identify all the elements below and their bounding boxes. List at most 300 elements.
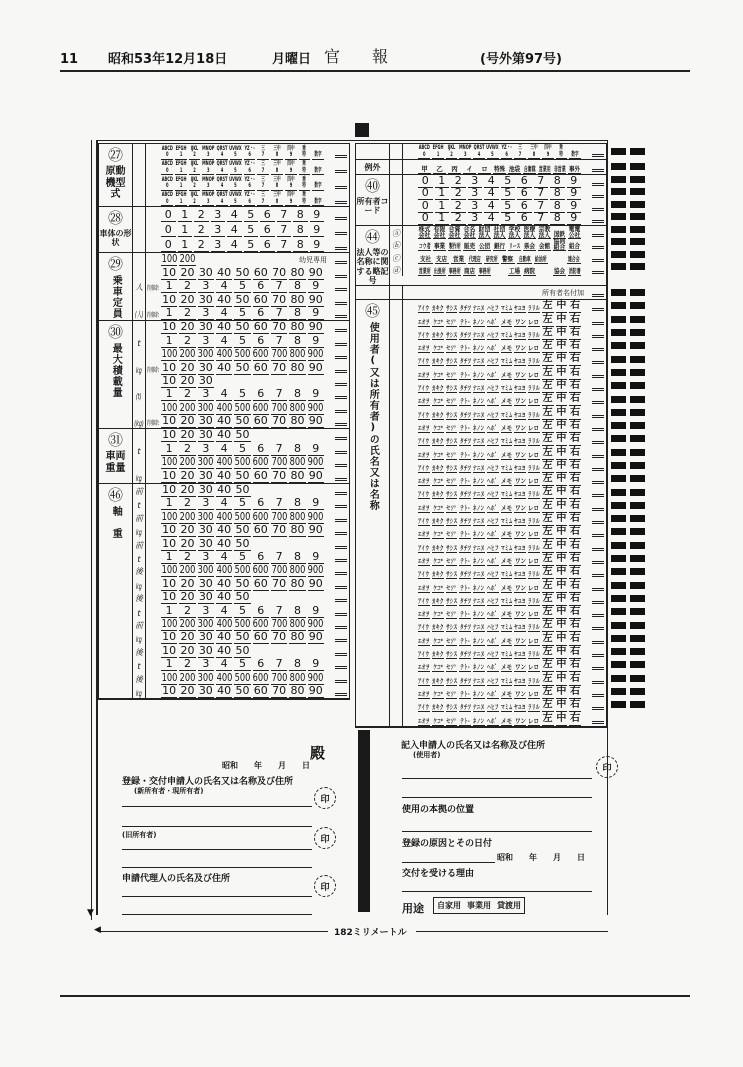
option-cell[interactable] (569, 353, 581, 366)
option-cell[interactable] (198, 511, 214, 524)
option-cell[interactable] (459, 531, 471, 539)
option-cell[interactable] (277, 239, 292, 252)
option-cell[interactable] (501, 372, 513, 380)
option-cell[interactable] (216, 294, 232, 307)
old-owner-line[interactable] (122, 867, 312, 868)
option-cell[interactable] (569, 659, 581, 672)
option-cell[interactable] (542, 407, 554, 420)
option-cell[interactable] (244, 177, 256, 191)
option-cell[interactable] (418, 358, 430, 366)
option-cell[interactable] (179, 253, 195, 266)
option-cell[interactable] (211, 209, 226, 222)
option-cell[interactable] (569, 447, 581, 460)
option-cell[interactable] (161, 402, 177, 415)
option-cell[interactable] (446, 398, 458, 406)
option-cell[interactable] (473, 624, 485, 632)
option-cell[interactable] (569, 633, 581, 646)
option-cell[interactable] (198, 524, 214, 537)
option-cell[interactable] (487, 518, 499, 526)
option-cell[interactable] (569, 314, 581, 327)
option-cell[interactable] (179, 672, 195, 685)
option-cell[interactable] (435, 256, 450, 264)
option-cell[interactable] (446, 664, 458, 672)
option-cell[interactable] (459, 704, 471, 712)
option-cell[interactable] (234, 280, 250, 293)
option-cell[interactable] (234, 645, 250, 658)
option-cell[interactable] (271, 685, 287, 698)
option-cell[interactable] (487, 571, 499, 579)
option-cell[interactable] (308, 605, 324, 618)
option-cell[interactable] (234, 564, 250, 577)
option-cell[interactable] (216, 348, 232, 361)
use-option-business[interactable]: 事業用 (467, 901, 491, 910)
option-cell[interactable] (418, 531, 430, 539)
option-cell[interactable] (432, 678, 444, 686)
option-cell[interactable] (198, 443, 214, 456)
option-cell[interactable] (289, 511, 305, 524)
option-cell[interactable] (501, 438, 513, 446)
option-cell[interactable] (308, 618, 324, 631)
option-cell[interactable] (446, 651, 458, 659)
option-cell[interactable] (216, 578, 232, 591)
option-cell[interactable] (179, 456, 195, 469)
option-cell[interactable] (569, 646, 581, 659)
option-cell[interactable] (514, 558, 526, 566)
option-cell[interactable] (514, 571, 526, 579)
option-cell[interactable] (198, 578, 214, 591)
option-cell[interactable] (308, 564, 324, 577)
option-cell[interactable] (446, 425, 458, 433)
applicant-line[interactable] (122, 806, 312, 807)
option-cell[interactable] (308, 267, 324, 280)
option-cell[interactable] (432, 651, 444, 659)
option-cell[interactable] (538, 166, 551, 174)
option-cell[interactable] (473, 704, 485, 712)
option-cell[interactable] (161, 685, 177, 698)
option-cell[interactable] (473, 452, 485, 460)
option-cell[interactable] (271, 348, 287, 361)
option-cell[interactable] (501, 598, 513, 606)
option-cell[interactable] (244, 161, 256, 175)
option-cell[interactable] (253, 388, 269, 401)
option-cell[interactable] (253, 524, 269, 537)
option-cell[interactable] (418, 268, 431, 276)
option-cell[interactable] (418, 345, 430, 353)
option-cell[interactable] (501, 332, 513, 340)
option-cell[interactable] (271, 578, 287, 591)
option-cell[interactable] (523, 243, 536, 251)
option-cell[interactable] (556, 486, 568, 499)
option-cell[interactable] (418, 651, 430, 659)
option-cell[interactable] (418, 212, 433, 225)
option-cell[interactable] (271, 146, 283, 160)
option-cell[interactable] (216, 429, 232, 442)
option-cell[interactable] (501, 452, 513, 460)
option-cell[interactable] (253, 470, 269, 483)
option-cell[interactable] (432, 465, 444, 473)
option-cell[interactable] (473, 398, 485, 406)
option-cell[interactable] (216, 551, 232, 564)
option-cell[interactable] (517, 256, 532, 264)
option-cell[interactable] (271, 388, 287, 401)
option-cell[interactable] (310, 239, 325, 252)
option-cell[interactable] (556, 686, 568, 699)
option-cell[interactable] (178, 239, 193, 252)
option-cell[interactable] (418, 438, 430, 446)
option-cell[interactable] (501, 412, 513, 420)
option-cell[interactable] (161, 672, 177, 685)
option-cell[interactable] (161, 551, 177, 564)
option-cell[interactable] (432, 491, 444, 499)
option-cell[interactable] (418, 505, 430, 513)
option-cell[interactable] (234, 470, 250, 483)
option-cell[interactable] (179, 267, 195, 280)
option-cell[interactable] (175, 177, 187, 191)
option-cell[interactable] (528, 305, 540, 313)
option-cell[interactable] (473, 145, 485, 159)
option-cell[interactable] (161, 209, 176, 222)
applicant-line[interactable] (122, 826, 312, 827)
option-cell[interactable] (514, 319, 526, 327)
option-cell[interactable] (493, 243, 506, 251)
option-cell[interactable] (234, 307, 250, 320)
option-cell[interactable] (253, 658, 269, 671)
option-cell[interactable] (459, 491, 471, 499)
option-cell[interactable] (418, 718, 430, 726)
option-cell[interactable] (293, 239, 308, 252)
option-cell[interactable] (175, 192, 187, 206)
option-cell[interactable] (161, 307, 177, 320)
option-cell[interactable] (271, 551, 287, 564)
option-cell[interactable] (487, 145, 499, 159)
option-cell[interactable] (446, 412, 458, 420)
option-cell[interactable] (198, 470, 214, 483)
option-cell[interactable] (432, 518, 444, 526)
option-cell[interactable] (271, 177, 283, 191)
option-cell[interactable] (198, 335, 214, 348)
option-cell[interactable] (308, 362, 324, 375)
option-cell[interactable] (418, 398, 430, 406)
option-cell[interactable] (556, 473, 568, 486)
option-cell[interactable] (253, 685, 269, 698)
option-cell[interactable] (432, 305, 444, 313)
option-cell[interactable] (161, 456, 177, 469)
option-cell[interactable] (227, 224, 242, 237)
option-cell[interactable] (514, 385, 526, 393)
option-cell[interactable] (179, 321, 195, 334)
option-cell[interactable] (161, 564, 177, 577)
option-cell[interactable] (308, 511, 324, 524)
option-cell[interactable] (528, 638, 540, 646)
option-cell[interactable] (556, 393, 568, 406)
option-cell[interactable] (473, 518, 485, 526)
option-cell[interactable] (289, 524, 305, 537)
option-cell[interactable] (501, 624, 513, 632)
option-cell[interactable] (432, 345, 444, 353)
option-cell[interactable] (198, 429, 214, 442)
option-cell[interactable] (234, 443, 250, 456)
option-cell[interactable] (514, 704, 526, 712)
option-cell[interactable] (501, 545, 513, 553)
option-cell[interactable] (542, 633, 554, 646)
option-cell[interactable] (432, 691, 444, 699)
option-cell[interactable] (432, 704, 444, 712)
option-cell[interactable] (473, 585, 485, 593)
entry-applicant-line[interactable] (402, 778, 592, 779)
option-cell[interactable] (244, 146, 256, 160)
option-cell[interactable] (569, 526, 581, 539)
option-cell[interactable] (234, 511, 250, 524)
option-cell[interactable] (211, 224, 226, 237)
option-cell[interactable] (179, 524, 195, 537)
option-cell[interactable] (569, 699, 581, 712)
option-cell[interactable] (487, 611, 499, 619)
option-cell[interactable] (418, 638, 430, 646)
option-cell[interactable] (161, 658, 177, 671)
option-cell[interactable] (198, 267, 214, 280)
option-cell[interactable] (234, 402, 250, 415)
option-cell[interactable] (514, 358, 526, 366)
option-cell[interactable] (179, 429, 195, 442)
option-cell[interactable] (271, 267, 287, 280)
option-cell[interactable] (569, 619, 581, 632)
option-cell[interactable] (161, 470, 177, 483)
option-cell[interactable] (308, 402, 324, 415)
option-cell[interactable] (514, 651, 526, 659)
option-cell[interactable] (493, 166, 506, 174)
option-cell[interactable] (556, 713, 568, 726)
option-cell[interactable] (514, 624, 526, 632)
option-cell[interactable] (289, 564, 305, 577)
option-cell[interactable] (569, 460, 581, 473)
option-cell[interactable] (468, 212, 483, 225)
option-cell[interactable] (473, 611, 485, 619)
option-cell[interactable] (198, 645, 214, 658)
option-cell[interactable] (310, 224, 325, 237)
option-cell[interactable] (253, 267, 269, 280)
option-cell[interactable] (528, 518, 540, 526)
option-cell[interactable] (312, 152, 324, 160)
option-cell[interactable] (161, 538, 177, 551)
option-cell[interactable] (542, 646, 554, 659)
option-cell[interactable] (501, 385, 513, 393)
option-cell[interactable] (432, 611, 444, 619)
option-cell[interactable] (448, 226, 461, 239)
option-cell[interactable] (446, 438, 458, 446)
option-cell[interactable] (514, 478, 526, 486)
option-cell[interactable] (556, 433, 568, 446)
option-cell[interactable] (569, 686, 581, 699)
option-cell[interactable] (179, 618, 195, 631)
option-cell[interactable] (216, 443, 232, 456)
option-cell[interactable] (542, 486, 554, 499)
option-cell[interactable] (308, 415, 324, 428)
option-cell[interactable] (473, 651, 485, 659)
option-cell[interactable] (271, 415, 287, 428)
option-cell[interactable] (487, 598, 499, 606)
option-cell[interactable] (459, 558, 471, 566)
option-cell[interactable] (463, 226, 476, 239)
option-cell[interactable] (253, 605, 269, 618)
option-cell[interactable] (514, 452, 526, 460)
option-cell[interactable] (459, 385, 471, 393)
option-cell[interactable] (514, 598, 526, 606)
option-cell[interactable] (432, 598, 444, 606)
option-cell[interactable] (285, 192, 297, 206)
option-cell[interactable] (432, 505, 444, 513)
option-cell[interactable] (514, 305, 526, 313)
option-cell[interactable] (528, 385, 540, 393)
option-cell[interactable] (271, 511, 287, 524)
option-cell[interactable] (446, 611, 458, 619)
option-cell[interactable] (487, 412, 499, 420)
option-cell[interactable] (179, 280, 195, 293)
option-cell[interactable] (253, 294, 269, 307)
option-cell[interactable] (253, 415, 269, 428)
option-cell[interactable] (459, 571, 471, 579)
option-cell[interactable] (528, 438, 540, 446)
option-cell[interactable] (569, 566, 581, 579)
option-cell[interactable] (253, 564, 269, 577)
option-cell[interactable] (478, 268, 491, 276)
option-cell[interactable] (501, 319, 513, 327)
option-cell[interactable] (569, 367, 581, 380)
option-cell[interactable] (216, 280, 232, 293)
option-cell[interactable] (161, 321, 177, 334)
option-cell[interactable] (277, 224, 292, 237)
option-cell[interactable] (446, 585, 458, 593)
option-cell[interactable] (271, 658, 287, 671)
option-cell[interactable] (569, 486, 581, 499)
option-cell[interactable] (289, 618, 305, 631)
option-cell[interactable] (556, 447, 568, 460)
option-cell[interactable] (253, 511, 269, 524)
option-cell[interactable] (459, 145, 471, 159)
option-cell[interactable] (271, 470, 287, 483)
option-cell[interactable] (487, 465, 499, 473)
option-cell[interactable] (556, 553, 568, 566)
option-cell[interactable] (568, 243, 581, 251)
option-cell[interactable] (289, 415, 305, 428)
option-cell[interactable] (487, 678, 499, 686)
option-cell[interactable] (514, 425, 526, 433)
option-cell[interactable] (459, 452, 471, 460)
option-cell[interactable] (312, 199, 324, 207)
option-cell[interactable] (432, 438, 444, 446)
option-cell[interactable] (542, 553, 554, 566)
option-cell[interactable] (271, 443, 287, 456)
option-cell[interactable] (216, 402, 232, 415)
option-cell[interactable] (179, 362, 195, 375)
option-cell[interactable] (271, 280, 287, 293)
option-cell[interactable] (473, 678, 485, 686)
option-cell[interactable] (446, 505, 458, 513)
option-cell[interactable] (418, 585, 430, 593)
option-cell[interactable] (487, 425, 499, 433)
option-cell[interactable] (202, 192, 214, 206)
option-cell[interactable] (487, 305, 499, 313)
option-cell[interactable] (459, 465, 471, 473)
option-cell[interactable] (514, 691, 526, 699)
option-cell[interactable] (446, 638, 458, 646)
option-cell[interactable] (463, 243, 476, 251)
option-cell[interactable] (202, 146, 214, 160)
option-cell[interactable] (473, 358, 485, 366)
option-cell[interactable] (556, 619, 568, 632)
option-cell[interactable] (198, 551, 214, 564)
option-cell[interactable] (179, 443, 195, 456)
option-cell[interactable] (271, 161, 283, 175)
option-cell[interactable] (567, 256, 582, 264)
option-cell[interactable] (216, 645, 232, 658)
option-cell[interactable] (234, 658, 250, 671)
option-cell[interactable] (487, 372, 499, 380)
option-cell[interactable] (161, 335, 177, 348)
option-cell[interactable] (528, 372, 540, 380)
option-cell[interactable] (487, 358, 499, 366)
option-cell[interactable] (508, 268, 521, 276)
option-cell[interactable] (569, 152, 581, 160)
option-cell[interactable] (446, 452, 458, 460)
option-cell[interactable] (299, 177, 311, 191)
option-cell[interactable] (234, 321, 250, 334)
option-cell[interactable] (308, 388, 324, 401)
option-cell[interactable] (556, 367, 568, 380)
option-cell[interactable] (528, 145, 540, 159)
option-cell[interactable] (244, 239, 259, 252)
option-cell[interactable] (271, 307, 287, 320)
option-cell[interactable] (517, 212, 532, 225)
option-cell[interactable] (473, 345, 485, 353)
option-cell[interactable] (289, 280, 305, 293)
option-cell[interactable] (198, 348, 214, 361)
option-cell[interactable] (253, 335, 269, 348)
option-cell[interactable] (459, 651, 471, 659)
option-cell[interactable] (446, 305, 458, 313)
option-cell[interactable] (234, 362, 250, 375)
option-cell[interactable] (289, 470, 305, 483)
option-cell[interactable] (432, 558, 444, 566)
option-cell[interactable] (271, 321, 287, 334)
option-cell[interactable] (198, 294, 214, 307)
option-cell[interactable] (514, 332, 526, 340)
option-cell[interactable] (230, 192, 242, 206)
option-cell[interactable] (293, 224, 308, 237)
option-cell[interactable] (538, 226, 551, 239)
option-cell[interactable] (514, 664, 526, 672)
option-cell[interactable] (514, 505, 526, 513)
option-cell[interactable] (216, 591, 232, 604)
option-cell[interactable] (198, 658, 214, 671)
option-cell[interactable] (542, 500, 554, 513)
option-cell[interactable] (501, 531, 513, 539)
option-cell[interactable] (179, 484, 195, 497)
option-cell[interactable] (234, 631, 250, 644)
option-cell[interactable] (175, 146, 187, 160)
option-cell[interactable] (501, 145, 513, 159)
option-cell[interactable] (514, 372, 526, 380)
option-cell[interactable] (418, 385, 430, 393)
option-cell[interactable] (179, 388, 195, 401)
issue-reason-line[interactable] (402, 891, 592, 892)
option-cell[interactable] (289, 348, 305, 361)
option-cell[interactable] (271, 631, 287, 644)
option-cell[interactable] (446, 491, 458, 499)
option-cell[interactable] (418, 256, 433, 264)
option-cell[interactable] (473, 598, 485, 606)
option-cell[interactable] (216, 605, 232, 618)
option-cell[interactable] (216, 672, 232, 685)
